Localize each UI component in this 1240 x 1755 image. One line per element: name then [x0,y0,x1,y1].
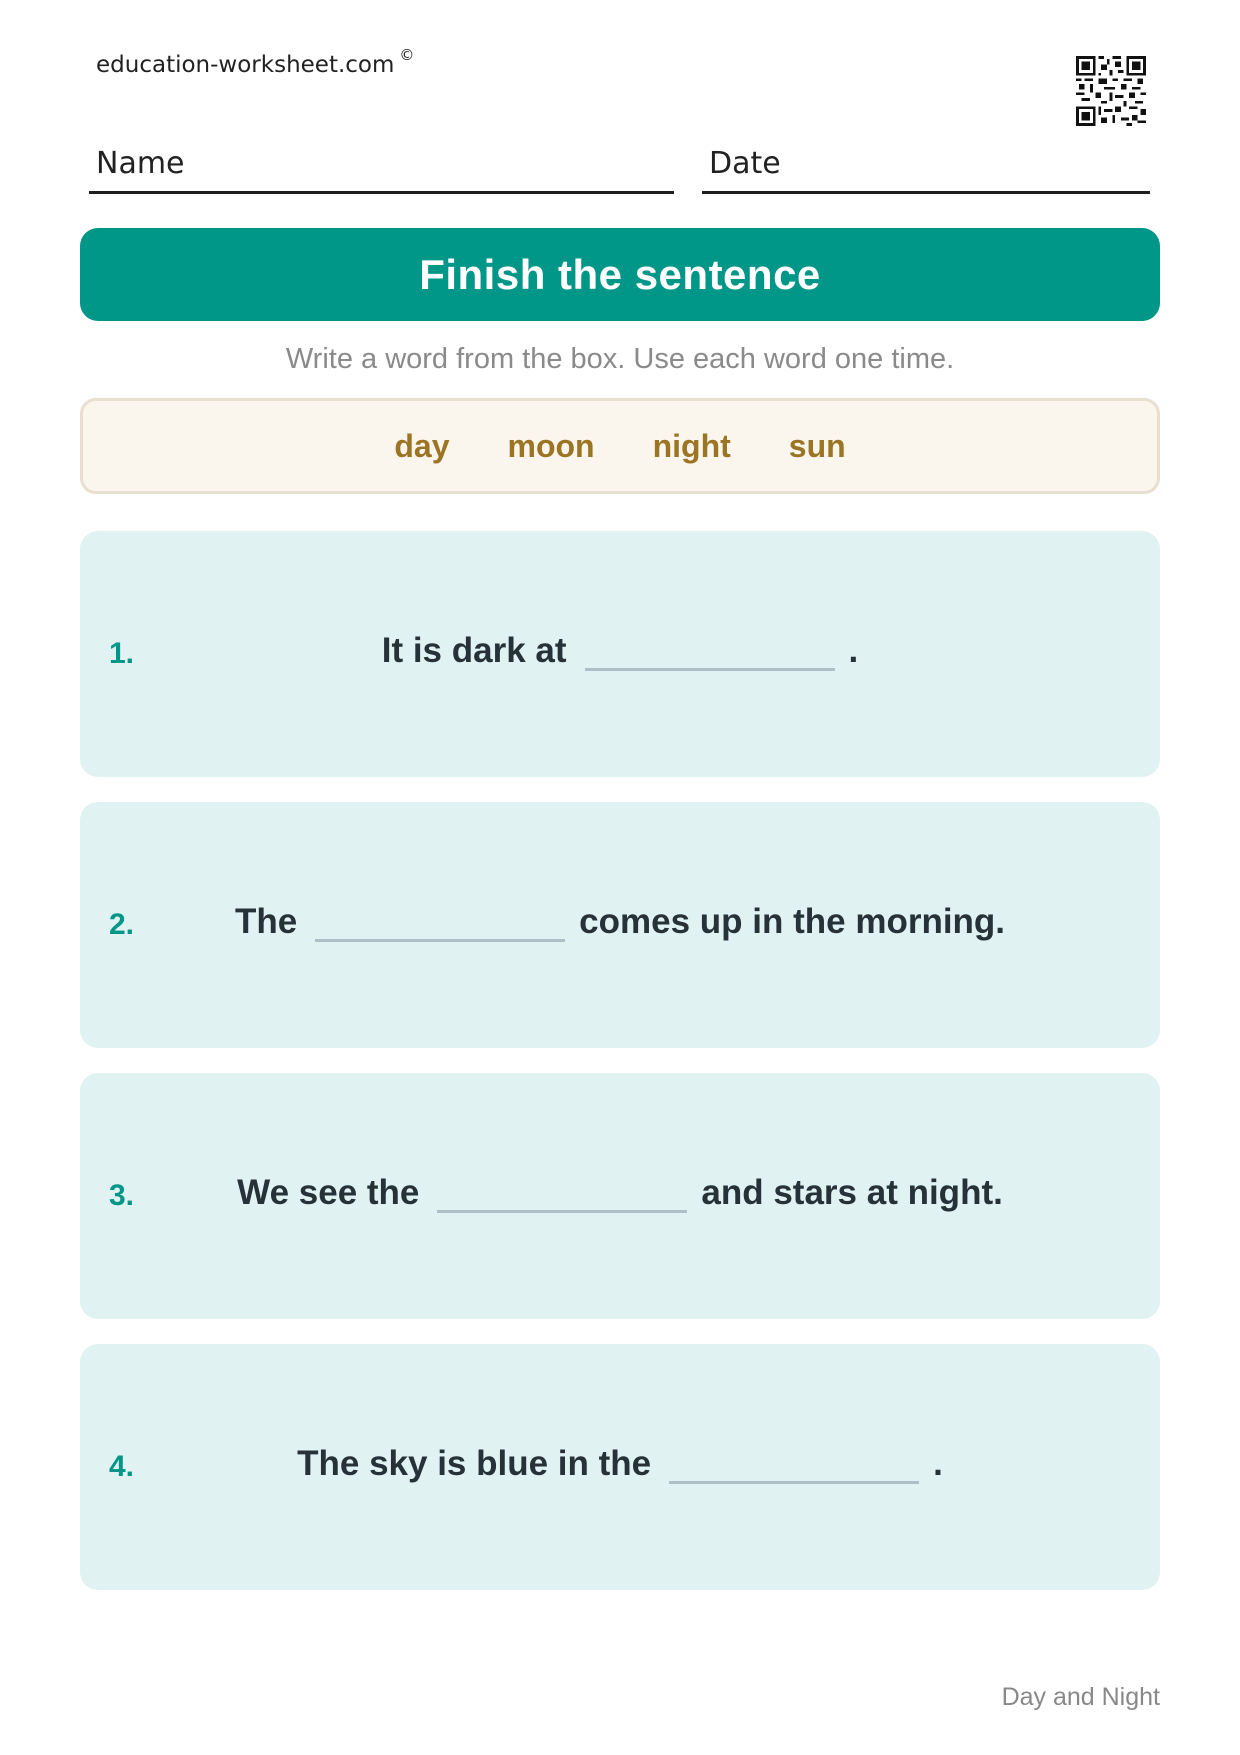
question-number: 3. [109,1179,135,1212]
name-label: Name [96,146,185,181]
name-field[interactable] [89,140,674,194]
sentence-start: We see the [237,1173,420,1212]
question-sentence [80,1173,1160,1213]
site-name [96,46,414,78]
sentence-end: . [933,1444,943,1483]
page-title: Finish the sentence [419,250,821,298]
qr-code-icon [1076,56,1146,126]
sentence-start: The [234,902,298,941]
answer-blank-4[interactable] [669,1449,919,1484]
answer-blank-2[interactable] [315,907,565,942]
question-card-4 [80,1344,1160,1590]
question-card-2 [80,802,1160,1048]
word-bank-item: day [394,427,450,464]
question-card-3 [80,1073,1160,1319]
question-card-1 [80,531,1160,777]
question-number: 4. [109,1450,135,1483]
copyright-symbol: © [399,46,415,64]
question-sentence [80,902,1160,942]
sentence-start: It is dark at [381,631,567,670]
site-name-text: education-worksheet.com [96,52,395,78]
answer-blank-3[interactable] [437,1178,687,1213]
date-field[interactable] [702,140,1150,194]
question-number: 1. [109,637,135,670]
word-bank [80,398,1160,494]
question-sentence [80,631,1160,671]
sentence-end: comes up in the morning. [579,902,1006,941]
sentence-end: and stars at night. [701,1173,1003,1212]
title-banner [80,228,1160,321]
word-bank-item: night [652,427,731,464]
date-label: Date [709,146,781,181]
sentence-start: The sky is blue in the [297,1444,652,1483]
question-sentence [80,1444,1160,1484]
sentence-end: . [848,631,859,670]
word-bank-item: moon [507,427,595,464]
instruction-text: Write a word from the box. Use each word one time. [285,343,955,375]
answer-blank-1[interactable] [585,636,835,671]
question-number: 2. [109,908,135,941]
footer-topic: Day and Night [1001,1683,1160,1711]
word-bank-item: sun [788,427,846,464]
